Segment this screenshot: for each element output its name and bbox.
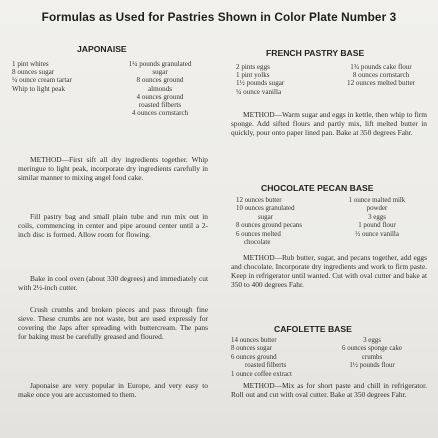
chocolate-pecan-ingredients-left	[236, 197, 302, 247]
ingredient: 1 pint whites	[12, 60, 49, 68]
method-paragraph: Bake in cool oven (about 330 degrees) and immediately cut with 2½-inch cutter.	[18, 274, 208, 293]
ingredient: 1¾ pounds cake flour	[350, 63, 412, 71]
french-pastry-heading: FRENCH PASTRY BASE	[266, 48, 365, 58]
ingredient: 1½ pounds sugar	[236, 79, 285, 88]
ingredient: 2 pints eggs	[236, 63, 270, 71]
ingredient: 8 ounces ground pecans	[236, 222, 303, 230]
japonaise-heading: JAPONAISE	[77, 44, 127, 54]
japonaise-crumbs	[18, 305, 208, 341]
japonaise-ingredients-left	[12, 60, 72, 93]
ingredient: ¼ ounce vanilla	[236, 87, 282, 96]
method-paragraph: METHOD—Warm sugar and eggs in kettle, then whip to firm sponge. Add sifted flours and partly mix, lift melted butter in quickly, pour onto paper lined pan. Bake at 350 degrees Fahr.	[231, 110, 427, 138]
chocolate-pecan-ingredients-right	[322, 197, 432, 239]
method-paragraph: Japonaise are very popular in Europe, and very easy to make once you are accustomed to them.	[18, 381, 208, 400]
ingredient: chocolate	[244, 239, 271, 247]
cafolette-ingredients-right	[322, 337, 422, 371]
chocolate-pecan-heading: CHOCOLATE PECAN BASE	[261, 183, 374, 193]
ingredient: Whip to light peak	[12, 84, 65, 93]
ingredient: 12 ounces butter	[236, 197, 282, 204]
ingredient: 12 ounces melted butter	[347, 79, 415, 88]
ingredient: sugar	[258, 213, 273, 221]
ingredient: 8 ounces sugar	[12, 68, 55, 77]
japonaise-ingredients-right	[112, 60, 208, 117]
ingredient: 8 ounces ground	[136, 76, 184, 85]
french-pastry-ingredients-left	[236, 63, 284, 96]
ingredient: 6 ounces ground	[231, 353, 277, 361]
japonaise-piping	[18, 212, 208, 239]
method-paragraph: METHOD—Rub butter, sugar, and pecans together, add eggs and chocolate. Incorporate dry ingredients and work to firm paste. Keep in refrigerator until wanted. Cut with oval cutter and bake at 350 to 400 degrees Fahr.	[231, 253, 427, 290]
ingredient: 3 eggs	[368, 213, 386, 221]
method-paragraph: Crush crumbs and broken pieces and pass through fine sieve. These crumbs are not waste, but are used expressly for covering the Japs after spreading with buttercream. The pans for baking must be carefully greased and floured.	[18, 305, 208, 342]
method-paragraph: METHOD—Mix as for short paste and chill in refrigerator. Roll out and cut with oval cutter. Bake at 350 degrees Fahr.	[231, 381, 427, 400]
ingredient: 6 ounces sponge cake	[342, 345, 402, 353]
ingredient: 14 ounces butter	[231, 337, 277, 344]
chocolate-pecan-method	[231, 253, 427, 289]
ingredient: sugar	[152, 68, 168, 77]
ingredient: 10 ounces granulated	[236, 205, 295, 213]
cafolette-method	[231, 381, 427, 399]
ingredient: roasted filberts	[138, 101, 182, 110]
ingredient: 1¼ pounds granulated	[128, 60, 192, 68]
ingredient: 4 ounces cornstarch	[131, 109, 189, 118]
ingredient: 8 ounces sugar	[231, 345, 272, 353]
ingredient: 1 pound flour	[358, 222, 396, 230]
japonaise-baking	[18, 274, 208, 292]
french-pastry-ingredients-right	[328, 63, 434, 88]
ingredient: roasted filberts	[245, 362, 287, 370]
ingredient: 8 ounces cornstarch	[352, 71, 410, 80]
ingredient: crumbs	[361, 353, 383, 361]
cafolette-heading: CAFOLETTE BASE	[274, 324, 352, 334]
method-paragraph: METHOD—First sift all dry ingredients together. Whip meringue to light peak, incorporate dry ingredients carefully in similar manner to mixing angel food cake.	[18, 155, 208, 183]
ingredient: powder	[366, 205, 388, 213]
ingredient: 4 ounces ground	[136, 92, 184, 101]
method-paragraph: Fill pastry bag and small plain tube and run mix out in coils, commencing in center and pipe around center until a 2-inch disc is formed. Allow room for flowing.	[18, 212, 208, 240]
ingredient: 1½ pounds flour	[349, 362, 395, 370]
ingredient: 6 ounces melted	[236, 230, 281, 238]
ingredient: 3 eggs	[363, 337, 381, 344]
japonaise-method	[18, 155, 208, 182]
ingredient: 1 ounce coffee extract	[231, 370, 292, 378]
page-title: Formulas as Used for Pastries Shown in Color Plate Number 3	[41, 10, 397, 24]
cafolette-ingredients-left	[231, 337, 292, 379]
ingredient: ¼ ounce cream tartar	[12, 76, 72, 85]
ingredient: 1 pint yolks	[236, 71, 270, 80]
ingredient: almonds	[147, 84, 173, 93]
ingredient: 1 ounce malted milk	[348, 197, 406, 204]
ingredient: ½ ounce vanilla	[355, 230, 399, 238]
french-pastry-method	[231, 110, 427, 137]
japonaise-note	[18, 381, 208, 399]
